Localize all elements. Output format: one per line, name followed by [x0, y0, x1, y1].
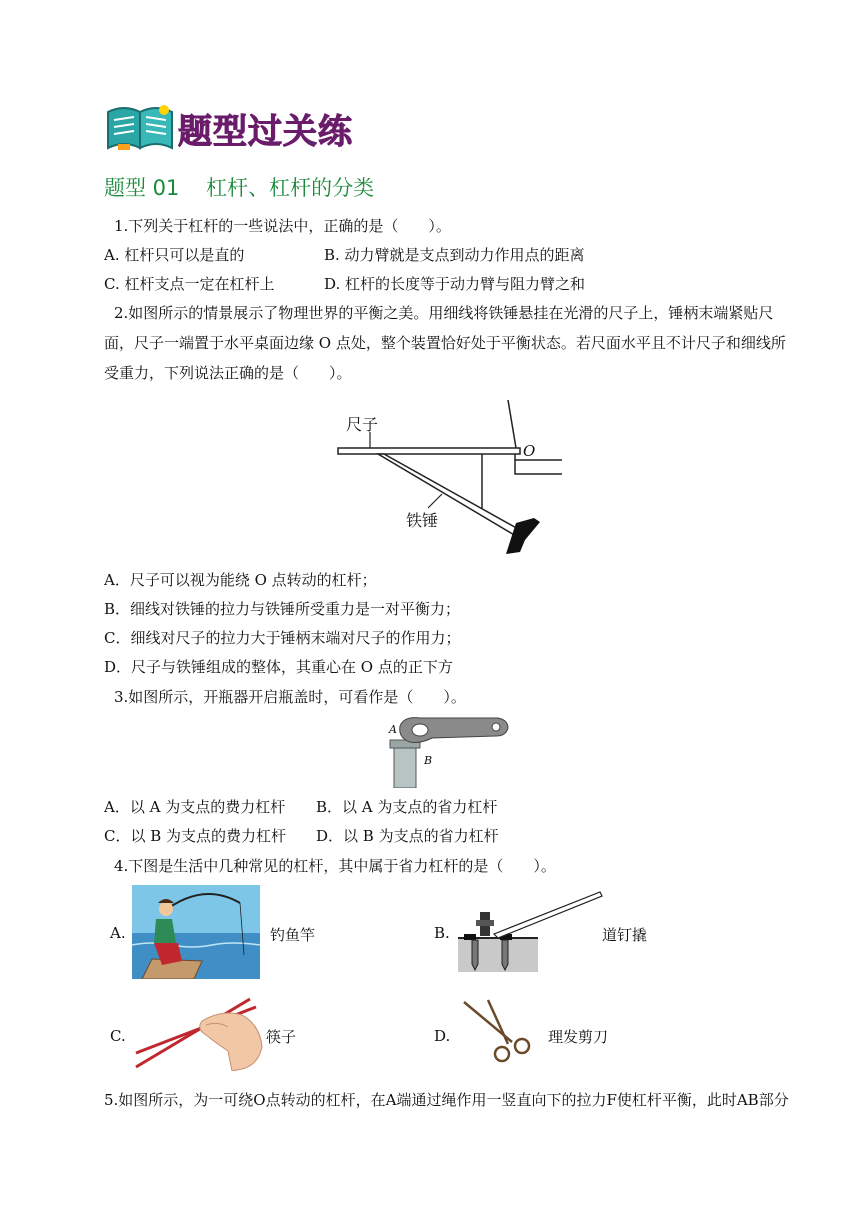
q5-stem: 5.如图所示，为一可绕O点转动的杠杆，在A端通过绳作用一竖直向下的拉力F使杠杆平衡，此时AB部分 [104, 1091, 789, 1109]
q4-item-d-caption: 理发剪刀 [548, 1028, 609, 1046]
q3-option-b: B．以 A 为支点的省力杠杆 [316, 798, 498, 816]
ruler-label: 尺子 [346, 415, 379, 434]
fishing-rod-icon [132, 885, 260, 979]
q3-bottle-opener-figure [380, 712, 512, 788]
q1-option-a: A. 杠杆只可以是直的 [104, 246, 245, 264]
hammer-label: 铁锤 [406, 511, 439, 530]
point-o-label: O [523, 442, 536, 460]
q2-ruler-hammer-figure [330, 400, 570, 560]
q1-option-b: B. 动力臂就是支点到动力作用点的距离 [324, 246, 585, 264]
q2-option-b: B．细线对铁锤的拉力与铁锤所受重力是一对平衡力； [104, 600, 461, 618]
q4-item-a-letter: A. [110, 924, 126, 942]
label-b: B [424, 754, 433, 767]
q1-stem: 1.下列关于杠杆的一些说法中，正确的是（ ）。 [114, 217, 451, 235]
q1-option-d: D. 杠杆的长度等于动力臂与阻力臂之和 [324, 275, 586, 293]
nail-puller-icon [456, 890, 606, 974]
q4-item-a-caption: 钓鱼竿 [270, 926, 316, 944]
q4-item-c-caption: 筷子 [266, 1028, 297, 1046]
q1-option-c: C. 杠杆支点一定在杠杆上 [104, 275, 275, 293]
label-a: A [389, 723, 397, 736]
q4-item-b-caption: 道钉撬 [602, 926, 648, 944]
scissors-icon [458, 998, 542, 1068]
book-icon [104, 102, 176, 152]
q4-stem: 4.下图是生活中几种常见的杠杆，其中属于省力杠杆的是（ ）。 [114, 857, 556, 875]
q4-item-c-letter: C. [110, 1027, 126, 1045]
q3-option-a: A．以 A 为支点的费力杠杆 [104, 798, 286, 816]
q3-stem: 3.如图所示，开瓶器开启瓶盖时，可看作是（ ）。 [114, 688, 466, 706]
q4-item-d-letter: D. [434, 1027, 451, 1045]
q4-item-b-letter: B. [434, 924, 450, 942]
q2-option-d: D．尺子与铁锤组成的整体，其重心在 O 点的正下方 [104, 658, 453, 676]
q3-option-d: D．以 B 为支点的省力杠杆 [316, 827, 499, 845]
banner-title: 题型过关练 [178, 112, 353, 152]
q2-stem: 2.如图所示的情景展示了物理世界的平衡之美。用细线将铁锤悬挂在光滑的尺子上，锤柄末端紧贴尺面，尺子一端置于水平桌面边缘 O 点处，整个装置恰好处于平衡状态。若尺面水平且不计尺子和细线所受重力，下列说法正确的是（ ）。 [104, 304, 786, 382]
chopsticks-icon [132, 995, 266, 1071]
q2-option-a: A．尺子可以视为能绕 O 点转动的杠杆； [104, 571, 377, 589]
q3-option-c: C．以 B 为支点的费力杠杆 [104, 827, 287, 845]
section-title: 题型 01 杠杆、杠杆的分类 [104, 176, 375, 200]
q2-option-c: C．细线对尺子的拉力大于锤柄末端对尺子的作用力； [104, 629, 461, 647]
banner [104, 100, 404, 156]
